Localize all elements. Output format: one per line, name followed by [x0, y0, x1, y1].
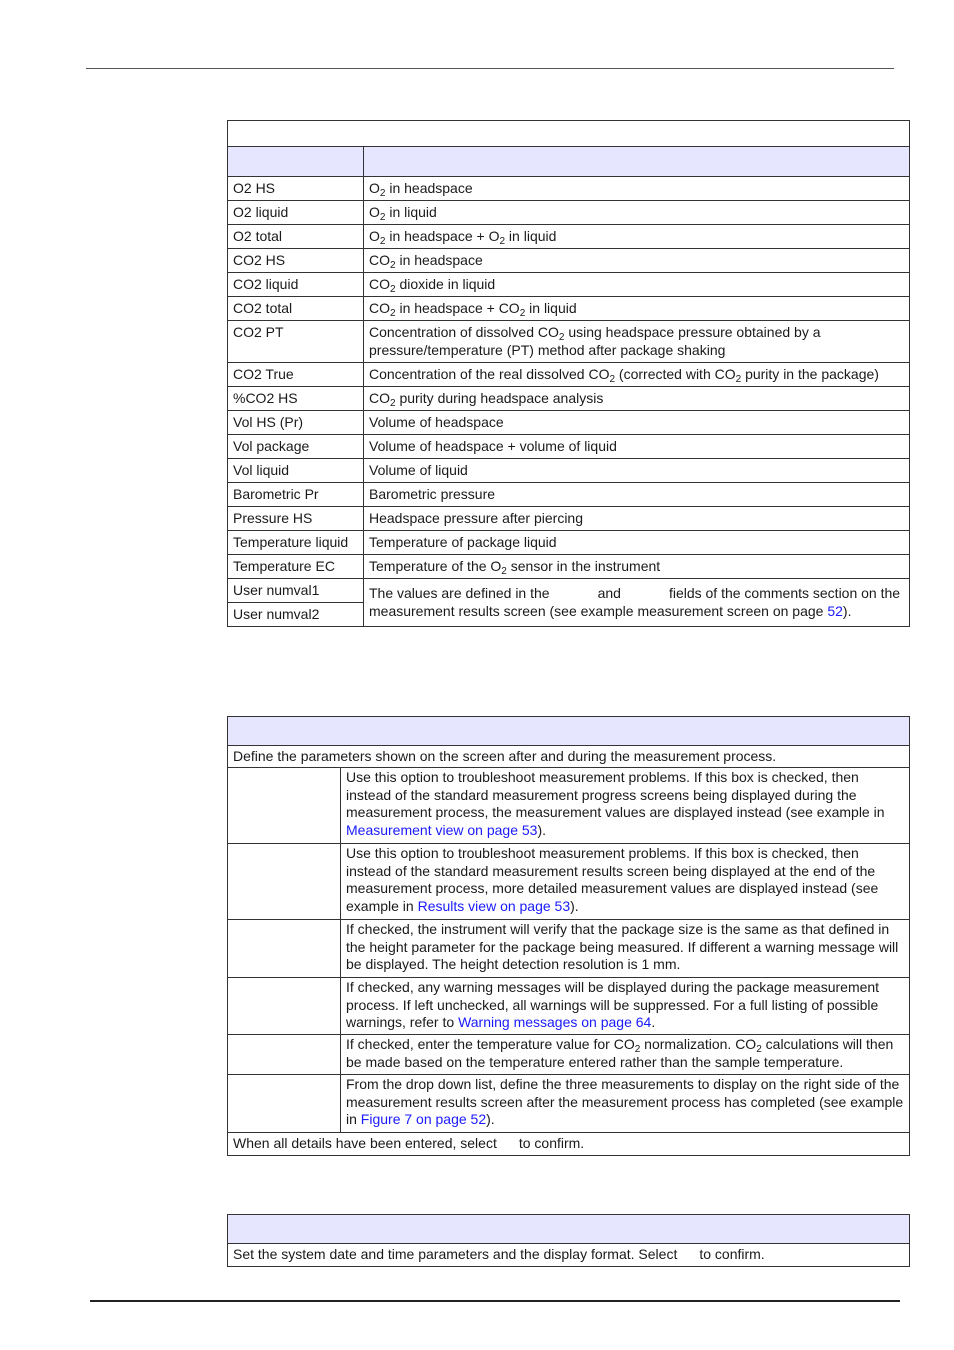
option-description [341, 1035, 910, 1075]
subscript: 2 [379, 212, 386, 223]
desc-text: O [369, 180, 380, 196]
measurement-options-table [227, 716, 910, 1156]
parameter-name: Barometric Pr [228, 483, 364, 507]
desc-text: If checked, any warning messages will be displayed during the package measurement process. If left unchecked, all warnings will be suppressed. For a full listing of possible warnings, refer to [346, 979, 880, 1030]
desc-text: Barometric pressure [369, 486, 496, 502]
desc-text: If checked, enter the temperature value for CO [346, 1036, 635, 1052]
subscript: 2 [634, 1044, 641, 1055]
parameter-description [364, 507, 910, 531]
option-name-cell [228, 978, 341, 1035]
table-header-row [228, 1215, 910, 1244]
table-row [228, 844, 910, 920]
desc-text: purity during headspace analysis [395, 390, 604, 406]
option-description [341, 844, 910, 920]
desc-text: O [369, 204, 380, 220]
desc-text: Volume of headspace [369, 414, 504, 430]
parameter-description [364, 297, 910, 321]
parameter-description [364, 531, 910, 555]
desc-text: sensor in the instrument [506, 558, 661, 574]
subscript: 2 [609, 374, 616, 385]
table-row [228, 321, 910, 363]
date-time-description [228, 1244, 910, 1267]
parameter-name: Vol HS (Pr) [228, 411, 364, 435]
table-header-cell [364, 147, 910, 177]
desc-text: Temperature of the O [369, 558, 502, 574]
parameter-name: Temperature EC [228, 555, 364, 579]
subscript: 2 [390, 398, 396, 409]
subscript: 2 [519, 308, 526, 319]
cross-reference-link[interactable]: Results view on page 53 [417, 897, 571, 914]
desc-text: Headspace pressure after piercing [369, 510, 584, 526]
table-header-row [228, 717, 910, 746]
desc-text: Volume of headspace + volume of liquid [369, 438, 617, 454]
option-description [341, 1075, 910, 1133]
parameter-name: %CO2 HS [228, 387, 364, 411]
table-row [228, 459, 910, 483]
table-row [228, 225, 910, 249]
date-text: to confirm. [699, 1246, 765, 1263]
measure-intro: Define the parameters shown on the screen after and during the measurement process. [228, 746, 910, 768]
table-header-cell [228, 147, 364, 177]
desc-text: ). [842, 602, 852, 619]
subscript: 2 [379, 188, 386, 199]
table-row [228, 483, 910, 507]
desc-text: O [369, 228, 380, 244]
desc-text: The values are defined in the [369, 585, 550, 601]
parameter-name: O2 HS [228, 177, 364, 201]
table-row [228, 249, 910, 273]
desc-text: CO [369, 276, 390, 292]
table-row [228, 920, 910, 978]
option-name-cell [228, 844, 341, 920]
parameter-name: O2 total [228, 225, 364, 249]
parameter-description [364, 363, 910, 387]
parameter-description [364, 249, 910, 273]
measure-footer [228, 1133, 910, 1156]
desc-text: using headspace pressure obtained by a pressure/temperature (PT) method after package shaking [369, 324, 821, 358]
parameter-description [364, 483, 910, 507]
subscript: 2 [735, 374, 742, 385]
desc-text: ). [486, 1111, 495, 1127]
desc-text: Volume of liquid [369, 462, 468, 478]
table-row [228, 978, 910, 1035]
header-rule [86, 68, 894, 69]
subscript: 2 [390, 308, 396, 319]
cross-reference-link[interactable]: Warning messages on page 64 [458, 1014, 652, 1030]
subscript: 2 [390, 284, 396, 295]
footer-text: When all details have been entered, select [233, 1135, 497, 1152]
date-text: Set the system date and time parameters and the display format. Select [233, 1246, 678, 1263]
desc-text: Concentration of the real dissolved CO [369, 366, 610, 382]
desc-text: purity in the package) [741, 366, 879, 382]
desc-text: in headspace + O [385, 228, 500, 244]
desc-text: If checked, the instrument will verify that the package size is the same as that defined in the height parameter for the package being measured. If different a warning message will be displayed. The height detection resolution is 1 mm. [346, 921, 899, 972]
option-name-cell [228, 1075, 341, 1133]
desc-text: in liquid [385, 204, 437, 220]
parameter-description [364, 555, 910, 579]
parameter-name: CO2 HS [228, 249, 364, 273]
table-row [228, 435, 910, 459]
desc-text: in headspace [385, 180, 473, 196]
desc-text: in liquid [525, 300, 577, 316]
parameter-name: CO2 PT [228, 321, 364, 363]
footer-text: to confirm. [518, 1135, 585, 1152]
table-row [228, 768, 910, 844]
desc-text: (corrected with CO [615, 366, 736, 382]
table-row [228, 411, 910, 435]
desc-text: calculations will then be made based on the temperature entered rather than the sample temperature. [346, 1036, 894, 1070]
table-row [228, 363, 910, 387]
desc-text: CO [369, 252, 390, 268]
desc-text: Temperature of package liquid [369, 534, 557, 550]
table-row [228, 555, 910, 579]
parameters-table [227, 120, 910, 627]
desc-text: in liquid [505, 228, 557, 244]
cross-reference-link[interactable]: Measurement view on page 53 [346, 821, 538, 838]
desc-text: in headspace [395, 252, 483, 268]
parameter-description [364, 435, 910, 459]
parameter-description [364, 411, 910, 435]
desc-text: and [597, 585, 621, 601]
desc-text: ). [537, 821, 547, 838]
parameter-name: Vol package [228, 435, 364, 459]
desc-text: Concentration of dissolved CO [369, 324, 559, 340]
subscript: 2 [558, 332, 565, 343]
option-description [341, 768, 910, 844]
subscript: 2 [756, 1044, 762, 1055]
parameter-description [364, 459, 910, 483]
parameter-description [364, 177, 910, 201]
option-description [341, 920, 910, 978]
subscript: 2 [390, 260, 396, 271]
table-row [228, 201, 910, 225]
desc-text: Use this option to troubleshoot measurement problems. If this box is checked, then instead of the standard measurement results screen being displayed at the end of the measurement process, more detailed measurement values are displayed instead (see example in [346, 845, 879, 914]
cross-reference-link[interactable]: Figure 7 on page 52 [360, 1111, 487, 1127]
subscript: 2 [501, 566, 507, 577]
desc-text: . [651, 1014, 656, 1030]
parameter-name: Pressure HS [228, 507, 364, 531]
parameter-description [364, 225, 910, 249]
table-title-row [228, 121, 910, 147]
parameter-description [364, 387, 910, 411]
user-numval1-cell: User numval1 [228, 579, 364, 603]
table-row [228, 297, 910, 321]
desc-text: CO [369, 390, 390, 406]
parameter-name: CO2 total [228, 297, 364, 321]
table-row [228, 1075, 910, 1133]
footer-rule [90, 1300, 900, 1302]
parameter-name: CO2 True [228, 363, 364, 387]
table-row [228, 507, 910, 531]
subscript: 2 [499, 236, 506, 247]
parameter-description [364, 273, 910, 297]
desc-text: From the drop down list, define the three measurements to display on the right side of the measurement results screen after the measurement process has completed (see example in [346, 1076, 904, 1127]
parameter-name: Vol liquid [228, 459, 364, 483]
table-row [228, 273, 910, 297]
desc-text: normalization. CO [640, 1036, 757, 1052]
parameter-name: Temperature liquid [228, 531, 364, 555]
parameter-name: O2 liquid [228, 201, 364, 225]
table-row [228, 177, 910, 201]
desc-text: fields of the comments section on the measurement results screen (see example measurement screen on page [369, 585, 901, 619]
date-time-table [227, 1214, 910, 1267]
desc-text: in headspace + CO [395, 300, 520, 316]
desc-text: Use this option to troubleshoot measurement problems. If this box is checked, then instead of the standard measurement progress screens being displayed during the measurement process, the measurement values are displayed instead (see example in [346, 769, 885, 820]
user-numval2-cell: User numval2 [228, 603, 364, 627]
desc-text: ). [570, 897, 579, 914]
table-row [228, 531, 910, 555]
parameter-description [364, 321, 910, 363]
desc-text: CO [369, 300, 390, 316]
desc-text: dioxide in liquid [395, 276, 496, 292]
user-numval-description [364, 579, 910, 627]
option-name-cell [228, 768, 341, 844]
table-row [228, 1035, 910, 1075]
option-description [341, 978, 910, 1035]
subscript: 2 [379, 236, 386, 247]
option-name-cell [228, 920, 341, 978]
parameter-description [364, 201, 910, 225]
table-row [228, 387, 910, 411]
page-52-link[interactable]: 52 [827, 602, 843, 619]
parameter-name: CO2 liquid [228, 273, 364, 297]
option-name-cell [228, 1035, 341, 1075]
